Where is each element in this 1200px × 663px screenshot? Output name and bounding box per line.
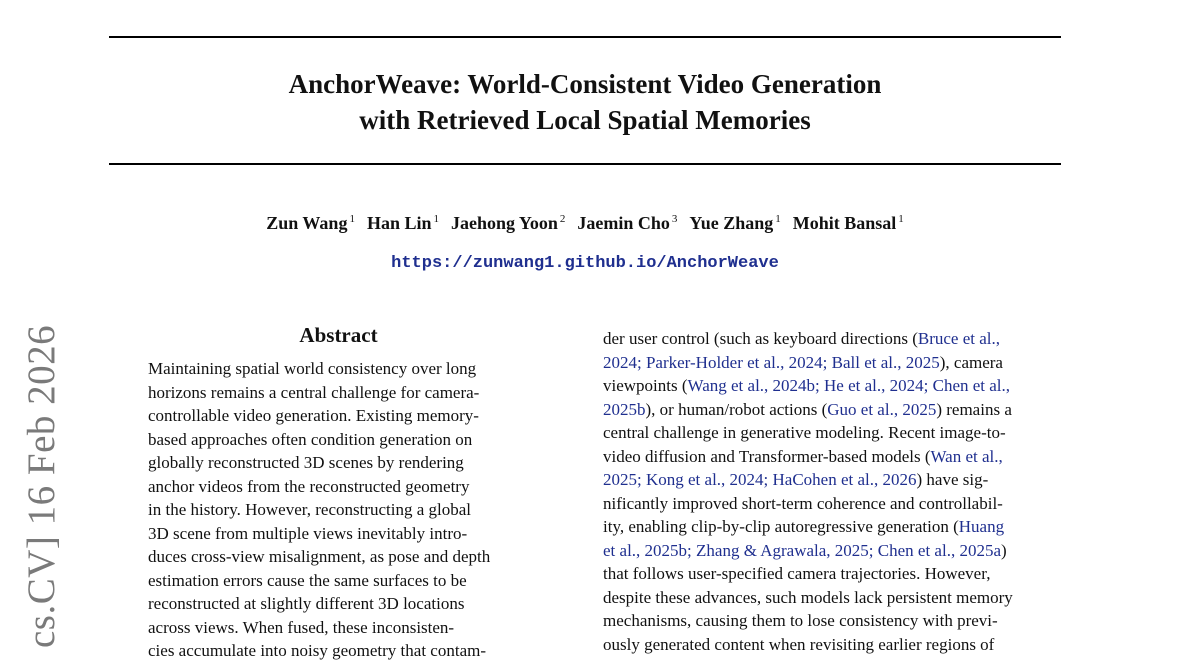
author-affiliation: 1: [898, 213, 904, 225]
author-affiliation: 1: [433, 213, 439, 225]
abstract-line: cies accumulate into noisy geometry that contam-: [148, 641, 486, 660]
intro-line: [603, 468, 1063, 492]
citation-link[interactable]: Huang: [958, 517, 1005, 536]
abstract-heading: Abstract: [299, 323, 378, 347]
abstract-line: in the history. However, reconstructing a global: [148, 500, 472, 519]
author-name: Han Lin: [366, 213, 432, 233]
intro-text: central challenge in generative modeling. Recent image-to-: [603, 423, 1006, 442]
author-affiliation: 2: [559, 213, 566, 225]
abstract-line: estimation errors cause the same surfaces to be: [148, 570, 467, 590]
intro-line: [603, 586, 1063, 610]
abstract-body: [148, 357, 529, 663]
intro-text: ) have sig-: [916, 470, 989, 489]
citation-link[interactable]: et al., 2025b; Zhang & Agrawala, 2025; Chen et al., 2025a: [603, 540, 1001, 560]
author-name: Zun Wang: [266, 213, 348, 233]
intro-text: mechanisms, causing them to lose consistency with previ-: [603, 611, 998, 630]
author-name: Mohit Bansal: [792, 213, 897, 233]
citation-link[interactable]: 2025; Kong et al., 2024; HaCohen et al., 2026: [603, 470, 917, 489]
intro-line: [603, 421, 1063, 445]
title-line-1: AnchorWeave: World-Consistent Video Generation: [288, 69, 882, 99]
abstract-line: 3D scene from multiple views inevitably intro-: [148, 523, 468, 543]
intro-line: [603, 327, 1063, 351]
citation-link[interactable]: 2024; Parker-Holder et al., 2024; Ball et al., 2025: [603, 352, 940, 372]
intro-text: viewpoints (: [603, 376, 688, 395]
introduction-body: [603, 327, 1063, 656]
author-affiliation: 1: [349, 213, 355, 225]
intro-text: der user control (such as keyboard directions (: [603, 329, 918, 348]
intro-text: ously generated content when revisiting earlier regions of: [603, 634, 995, 654]
intro-text: ) remains a: [936, 399, 1012, 419]
intro-text: ity, enabling clip-by-clip autoregressive generation (: [603, 517, 959, 536]
intro-line: [603, 609, 1063, 633]
intro-text: despite these advances, such models lack persistent memory: [603, 587, 1013, 607]
project-url[interactable]: https://zunwang1.github.io/AnchorWeave: [391, 254, 779, 273]
author: [451, 213, 565, 233]
intro-line: [603, 562, 1063, 586]
intro-line: [603, 492, 1063, 516]
author-name: Yue Zhang: [689, 213, 774, 233]
abstract-line: based approaches often condition generation on: [148, 429, 473, 449]
abstract-line: controllable video generation. Existing memory-: [148, 406, 479, 425]
author-name: Jaehong Yoon: [450, 213, 558, 233]
author-name: Jaemin Cho: [577, 213, 670, 233]
intro-text: ): [1001, 540, 1007, 560]
intro-text: ), or human/robot actions (: [645, 399, 828, 419]
intro-line: [603, 374, 1063, 398]
author: [266, 213, 355, 233]
title-line-2: with Retrieved Local Spatial Memories: [359, 105, 811, 135]
intro-text: video diffusion and Transformer-based models (: [603, 446, 931, 466]
author-affiliation: 3: [671, 213, 678, 225]
abstract-line: across views. When fused, these inconsisten-: [148, 617, 455, 637]
author-affiliation: 1: [775, 213, 781, 225]
author: [689, 213, 780, 233]
abstract-line: anchor videos from the reconstructed geometry: [148, 476, 470, 496]
author: [367, 213, 439, 233]
author: [577, 213, 677, 233]
citation-link[interactable]: Guo et al., 2025: [827, 399, 937, 419]
author-list: [109, 207, 1061, 235]
intro-line: [603, 351, 1063, 375]
abstract-line: Maintaining spatial world consistency over long: [148, 359, 477, 378]
abstract-line: horizons remains a central challenge for camera-: [148, 382, 480, 402]
paper-title: [109, 66, 1061, 138]
top-rule: [109, 36, 1061, 38]
arxiv-stamp: cs.CV] 16 Feb 2026: [20, 324, 63, 648]
citation-link[interactable]: 2025b: [603, 399, 646, 419]
intro-text: that follows user-specified camera trajectories. However,: [603, 564, 991, 583]
citation-link[interactable]: Wan et al.,: [930, 446, 1003, 466]
intro-line: [603, 515, 1063, 539]
intro-line: [603, 398, 1063, 422]
abstract-line: globally reconstructed 3D scenes by rendering: [148, 453, 464, 472]
intro-text: nificantly improved short-term coherence and controllabil-: [603, 493, 1003, 513]
intro-line: [603, 633, 1063, 657]
author: [793, 213, 904, 233]
citation-link[interactable]: Wang et al., 2024b; He et al., 2024; Chen et al.,: [687, 376, 1011, 395]
intro-text: ), camera: [939, 352, 1003, 372]
abstract-line: reconstructed at slightly different 3D locations: [148, 594, 465, 613]
bottom-rule: [109, 163, 1061, 165]
intro-line: [603, 445, 1063, 469]
intro-line: [603, 539, 1063, 563]
abstract-line: duces cross-view misalignment, as pose and depth: [148, 547, 491, 566]
citation-link[interactable]: Bruce et al.,: [917, 329, 1001, 348]
